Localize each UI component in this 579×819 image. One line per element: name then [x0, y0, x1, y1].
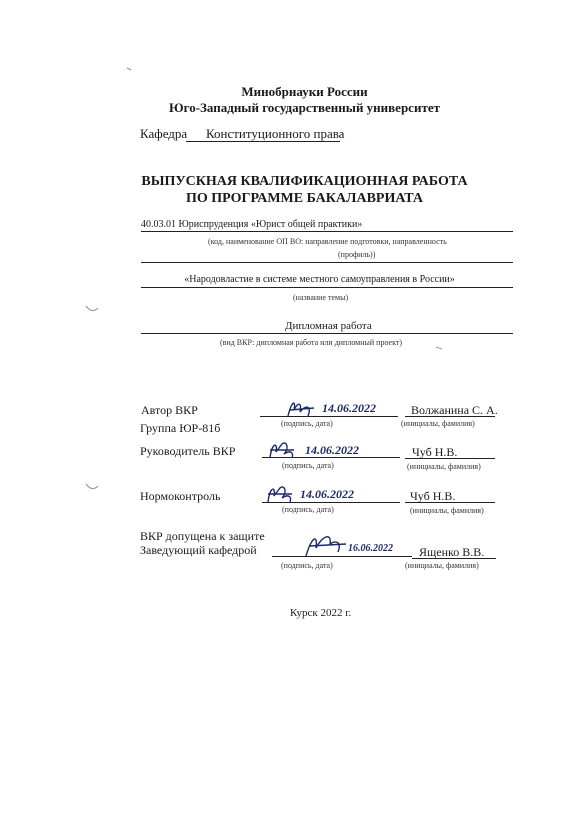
- author-sign-caption: (подпись, дата): [281, 419, 333, 428]
- supervisor-name-caption: (инициалы, фамилия): [407, 462, 481, 471]
- supervisor-label: Руководитель ВКР: [140, 444, 236, 458]
- normcontrol-name-line: [405, 502, 495, 503]
- ministry-name: Минобрнауки России: [241, 84, 368, 99]
- document-title-line2: ПО ПРОГРАММЕ БАКАЛАВРИАТА: [186, 191, 423, 206]
- program-underline: [141, 231, 513, 232]
- admission-head-label: Заведующий кафедрой: [140, 543, 257, 557]
- department-name: Конституционного права: [206, 126, 345, 141]
- author-name-line: [405, 416, 495, 417]
- topic-value: «Народовластие в системе местного самоуправления в России»: [184, 274, 455, 285]
- normcontrol-name-caption: (инициалы, фамилия): [410, 506, 484, 515]
- head-signature-date: 16.06.2022: [348, 543, 393, 554]
- hole-punch-mark-1: [84, 304, 100, 316]
- author-name: Волжанина С. А.: [411, 403, 498, 417]
- supervisor-sign-caption: (подпись, дата): [282, 461, 334, 470]
- scan-mark-right: [434, 342, 444, 352]
- author-name-caption: (инициалы, фамилия): [401, 419, 475, 428]
- city-year: Курск 2022 г.: [290, 607, 352, 619]
- author-signature-date: 14.06.2022: [322, 401, 376, 415]
- group-label: Группа ЮР-81б: [140, 421, 221, 435]
- program-caption-line1: (код, наименование ОП ВО: направление подготовки, направленность: [208, 237, 447, 246]
- department-label: Кафедра: [140, 126, 188, 141]
- author-label: Автор ВКР: [141, 403, 198, 417]
- program-value: 40.03.01 Юриспруденция «Юрист общей практики»: [141, 219, 363, 230]
- hole-punch-mark-2: [84, 482, 100, 494]
- university-name: Юго-Западный государственный университет: [169, 100, 440, 115]
- head-signature: [302, 530, 350, 560]
- supervisor-name: Чуб Н.В.: [412, 445, 458, 459]
- work-type-value: Дипломная работа: [285, 320, 372, 332]
- scan-mark-top: [125, 64, 135, 74]
- supervisor-signature: [266, 438, 300, 462]
- normcontrol-label: Нормоконтроль: [140, 489, 221, 503]
- document-title-line1: ВЫПУСКНАЯ КВАЛИФИКАЦИОННАЯ РАБОТА: [141, 174, 468, 189]
- program-underline-2: [141, 262, 513, 263]
- supervisor-signature-date: 14.06.2022: [305, 443, 359, 457]
- head-name: Ященко В.В.: [419, 545, 485, 559]
- admission-sign-caption: (подпись, дата): [281, 561, 333, 570]
- supervisor-name-line: [405, 458, 495, 459]
- work-type-underline: [141, 333, 513, 334]
- author-sign-line: [260, 416, 398, 417]
- topic-underline: [141, 287, 513, 288]
- head-name-line: [412, 558, 496, 559]
- work-type-caption: (вид ВКР: дипломная работа или дипломный проект): [220, 338, 403, 347]
- topic-caption: (название темы): [293, 293, 349, 302]
- normcontrol-name: Чуб Н.В.: [410, 489, 456, 503]
- author-signature: [284, 398, 320, 420]
- admission-line1: ВКР допущена к защите: [140, 529, 265, 543]
- normcontrol-sign-caption: (подпись, дата): [282, 505, 334, 514]
- normcontrol-signature-date: 14.06.2022: [300, 487, 354, 501]
- program-caption-line2: (профиль)): [338, 250, 376, 259]
- head-name-caption: (инициалы, фамилия): [405, 561, 479, 570]
- normcontrol-signature: [264, 482, 298, 506]
